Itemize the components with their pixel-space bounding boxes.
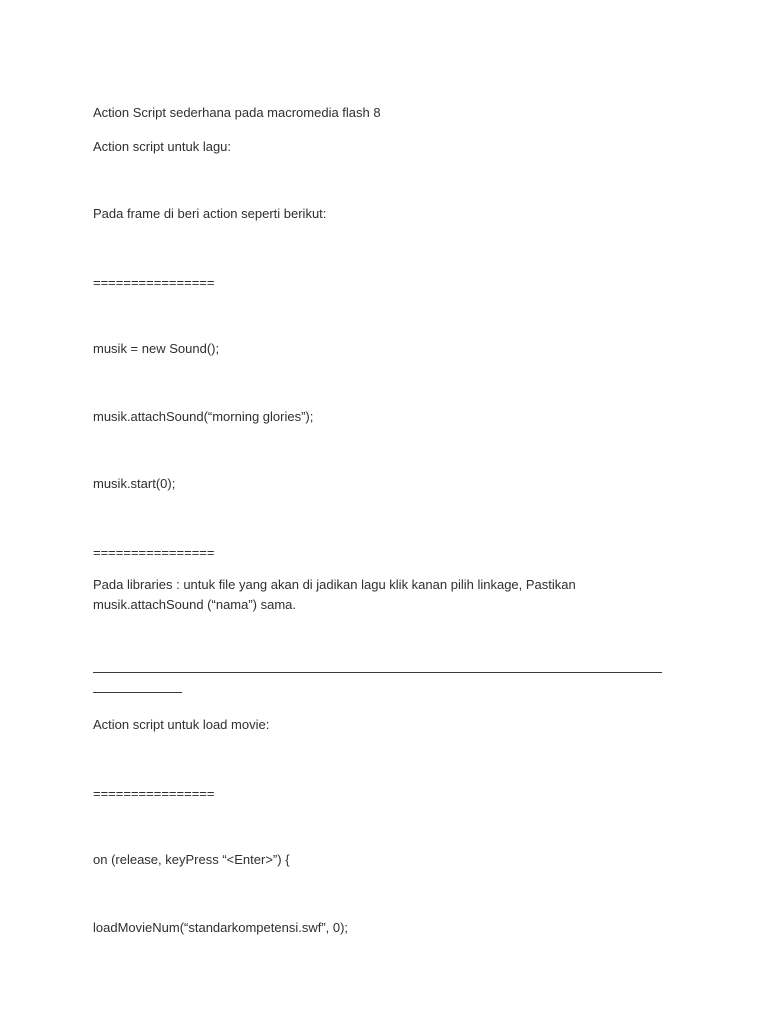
separator-line: ================ bbox=[93, 786, 215, 801]
code-line: on (release, keyPress “<Enter>”) { bbox=[93, 852, 290, 867]
libraries-note-line: musik.attachSound (“nama”) sama. bbox=[93, 597, 297, 612]
separator-line: ================ bbox=[93, 545, 215, 560]
movie-heading: Action script untuk load movie: bbox=[93, 717, 270, 732]
code-line: musik.start(0); bbox=[93, 476, 176, 491]
code-line: musik.attachSound(“morning glories”); bbox=[93, 409, 314, 424]
document-title: Action Script sederhana pada macromedia flash 8 bbox=[93, 105, 381, 120]
code-line: musik = new Sound(); bbox=[93, 341, 220, 356]
frame-intro: Pada frame di beri action seperti berikut: bbox=[93, 206, 327, 221]
libraries-note-line: Pada libraries : untuk file yang akan di jadikan lagu klik kanan pilih linkage, Pastikan bbox=[93, 577, 576, 592]
horizontal-rule bbox=[93, 692, 182, 693]
code-line: loadMovieNum(“standarkompetensi.swf”, 0); bbox=[93, 920, 349, 935]
separator-line: ================ bbox=[93, 275, 215, 290]
horizontal-rule bbox=[93, 672, 662, 673]
sound-heading: Action script untuk lagu: bbox=[93, 139, 232, 154]
